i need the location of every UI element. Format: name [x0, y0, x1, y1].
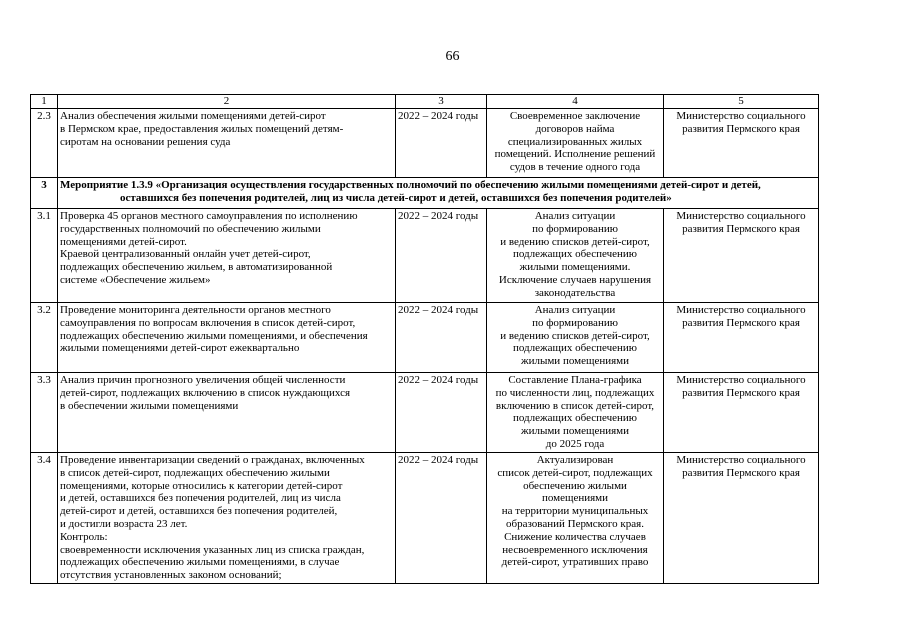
- row-period: 2022 – 2024 годы: [396, 209, 487, 303]
- table-row: [31, 209, 819, 303]
- row-responsible: Министерство социального развития Пермского края: [664, 373, 819, 453]
- row-responsible: Министерство социального развития Пермского края: [664, 209, 819, 303]
- section-title: Мероприятие 1.3.9 «Организация осуществления государственных полномочий по обеспечению жилыми помещениями детей-сирот и детей, оставшихся без попечения родителей, лиц из числа детей-сирот и детей, оставшихся без попечения родителей»: [58, 178, 819, 209]
- row-result: Актуализирован список детей-сирот, подлежащих обеспечению жилыми помещениями на территории муниципальных образований Пермского края. Снижение количества случаев несвоевременного исключения детей-сирот, утративших право: [487, 453, 664, 584]
- column-header: 1: [31, 95, 58, 109]
- section-number: 3: [31, 178, 58, 209]
- row-description: Проверка 45 органов местного самоуправления по исполнению государственных полномочий по обеспечению жилыми помещениями детей-сирот. Краевой централизованный онлайн учет детей-сирот, подлежащих обеспечению жильем, в автоматизированной системе «Обеспечение жильем»: [58, 209, 396, 303]
- row-period: 2022 – 2024 годы: [396, 109, 487, 178]
- row-result: Своевременное заключение договоров найма специализированных жилых помещений. Исполнение решений судов в течение одного года: [487, 109, 664, 178]
- measures-table: [30, 94, 819, 584]
- row-period: 2022 – 2024 годы: [396, 373, 487, 453]
- row-description: Проведение мониторинга деятельности органов местного самоуправления по вопросам включения в список детей-сирот, подлежащих обеспечению жилыми помещениями, и обеспечения жилыми помещениями детей-сирот ежеквартально: [58, 303, 396, 373]
- row-number: 3.2: [31, 303, 58, 373]
- row-number: 3.3: [31, 373, 58, 453]
- row-number: 2.3: [31, 109, 58, 178]
- row-responsible: Министерство социального развития Пермского края: [664, 303, 819, 373]
- row-period: 2022 – 2024 годы: [396, 453, 487, 584]
- column-header: 5: [664, 95, 819, 109]
- row-result: Анализ ситуации по формированию и ведению списков детей-сирот, подлежащих обеспечению жилыми помещениями: [487, 303, 664, 373]
- row-number: 3.4: [31, 453, 58, 584]
- row-result: Составление Плана-графика по численности лиц, подлежащих включению в список детей-сирот, подлежащих обеспечению жилыми помещениями до 2025 года: [487, 373, 664, 453]
- table-row: [31, 109, 819, 178]
- row-responsible: Министерство социального развития Пермского края: [664, 453, 819, 584]
- row-description: Анализ обеспечения жилыми помещениями детей-сирот в Пермском крае, предоставления жилых помещений детям- сиротам на основании решения суда: [58, 109, 396, 178]
- row-result: Анализ ситуации по формированию и ведению списков детей-сирот, подлежащих обеспечению жилыми помещениями. Исключение случаев нарушения законодательства: [487, 209, 664, 303]
- column-header: 4: [487, 95, 664, 109]
- column-header: 3: [396, 95, 487, 109]
- table-row: [31, 453, 819, 584]
- page-number: 66: [445, 49, 460, 64]
- row-period: 2022 – 2024 годы: [396, 303, 487, 373]
- table-header-row: [31, 95, 819, 109]
- row-number: 3.1: [31, 209, 58, 303]
- row-description: Проведение инвентаризации сведений о гражданах, включенных в список детей-сирот, подлежащих обеспечению жилыми помещениями, которые относились к категории детей-сирот и детей, оставшихся без попечения родителей, лиц из числа детей-сирот и детей, оставшихся без попечения родителей, и достигли возраста 23 лет. Контроль: своевременности исключения указанных лиц из списка граждан, подлежащих обеспечению жилыми помещениями, в случае отсутствия установленных законом оснований;: [58, 453, 396, 584]
- table-row: [31, 303, 819, 373]
- section-row: [31, 178, 819, 209]
- table-row: [31, 373, 819, 453]
- row-responsible: Министерство социального развития Пермского края: [664, 109, 819, 178]
- column-header: 2: [58, 95, 396, 109]
- row-description: Анализ причин прогнозного увеличения общей численности детей-сирот, подлежащих включению в список нуждающихся в обеспечении жилыми помещениями: [58, 373, 396, 453]
